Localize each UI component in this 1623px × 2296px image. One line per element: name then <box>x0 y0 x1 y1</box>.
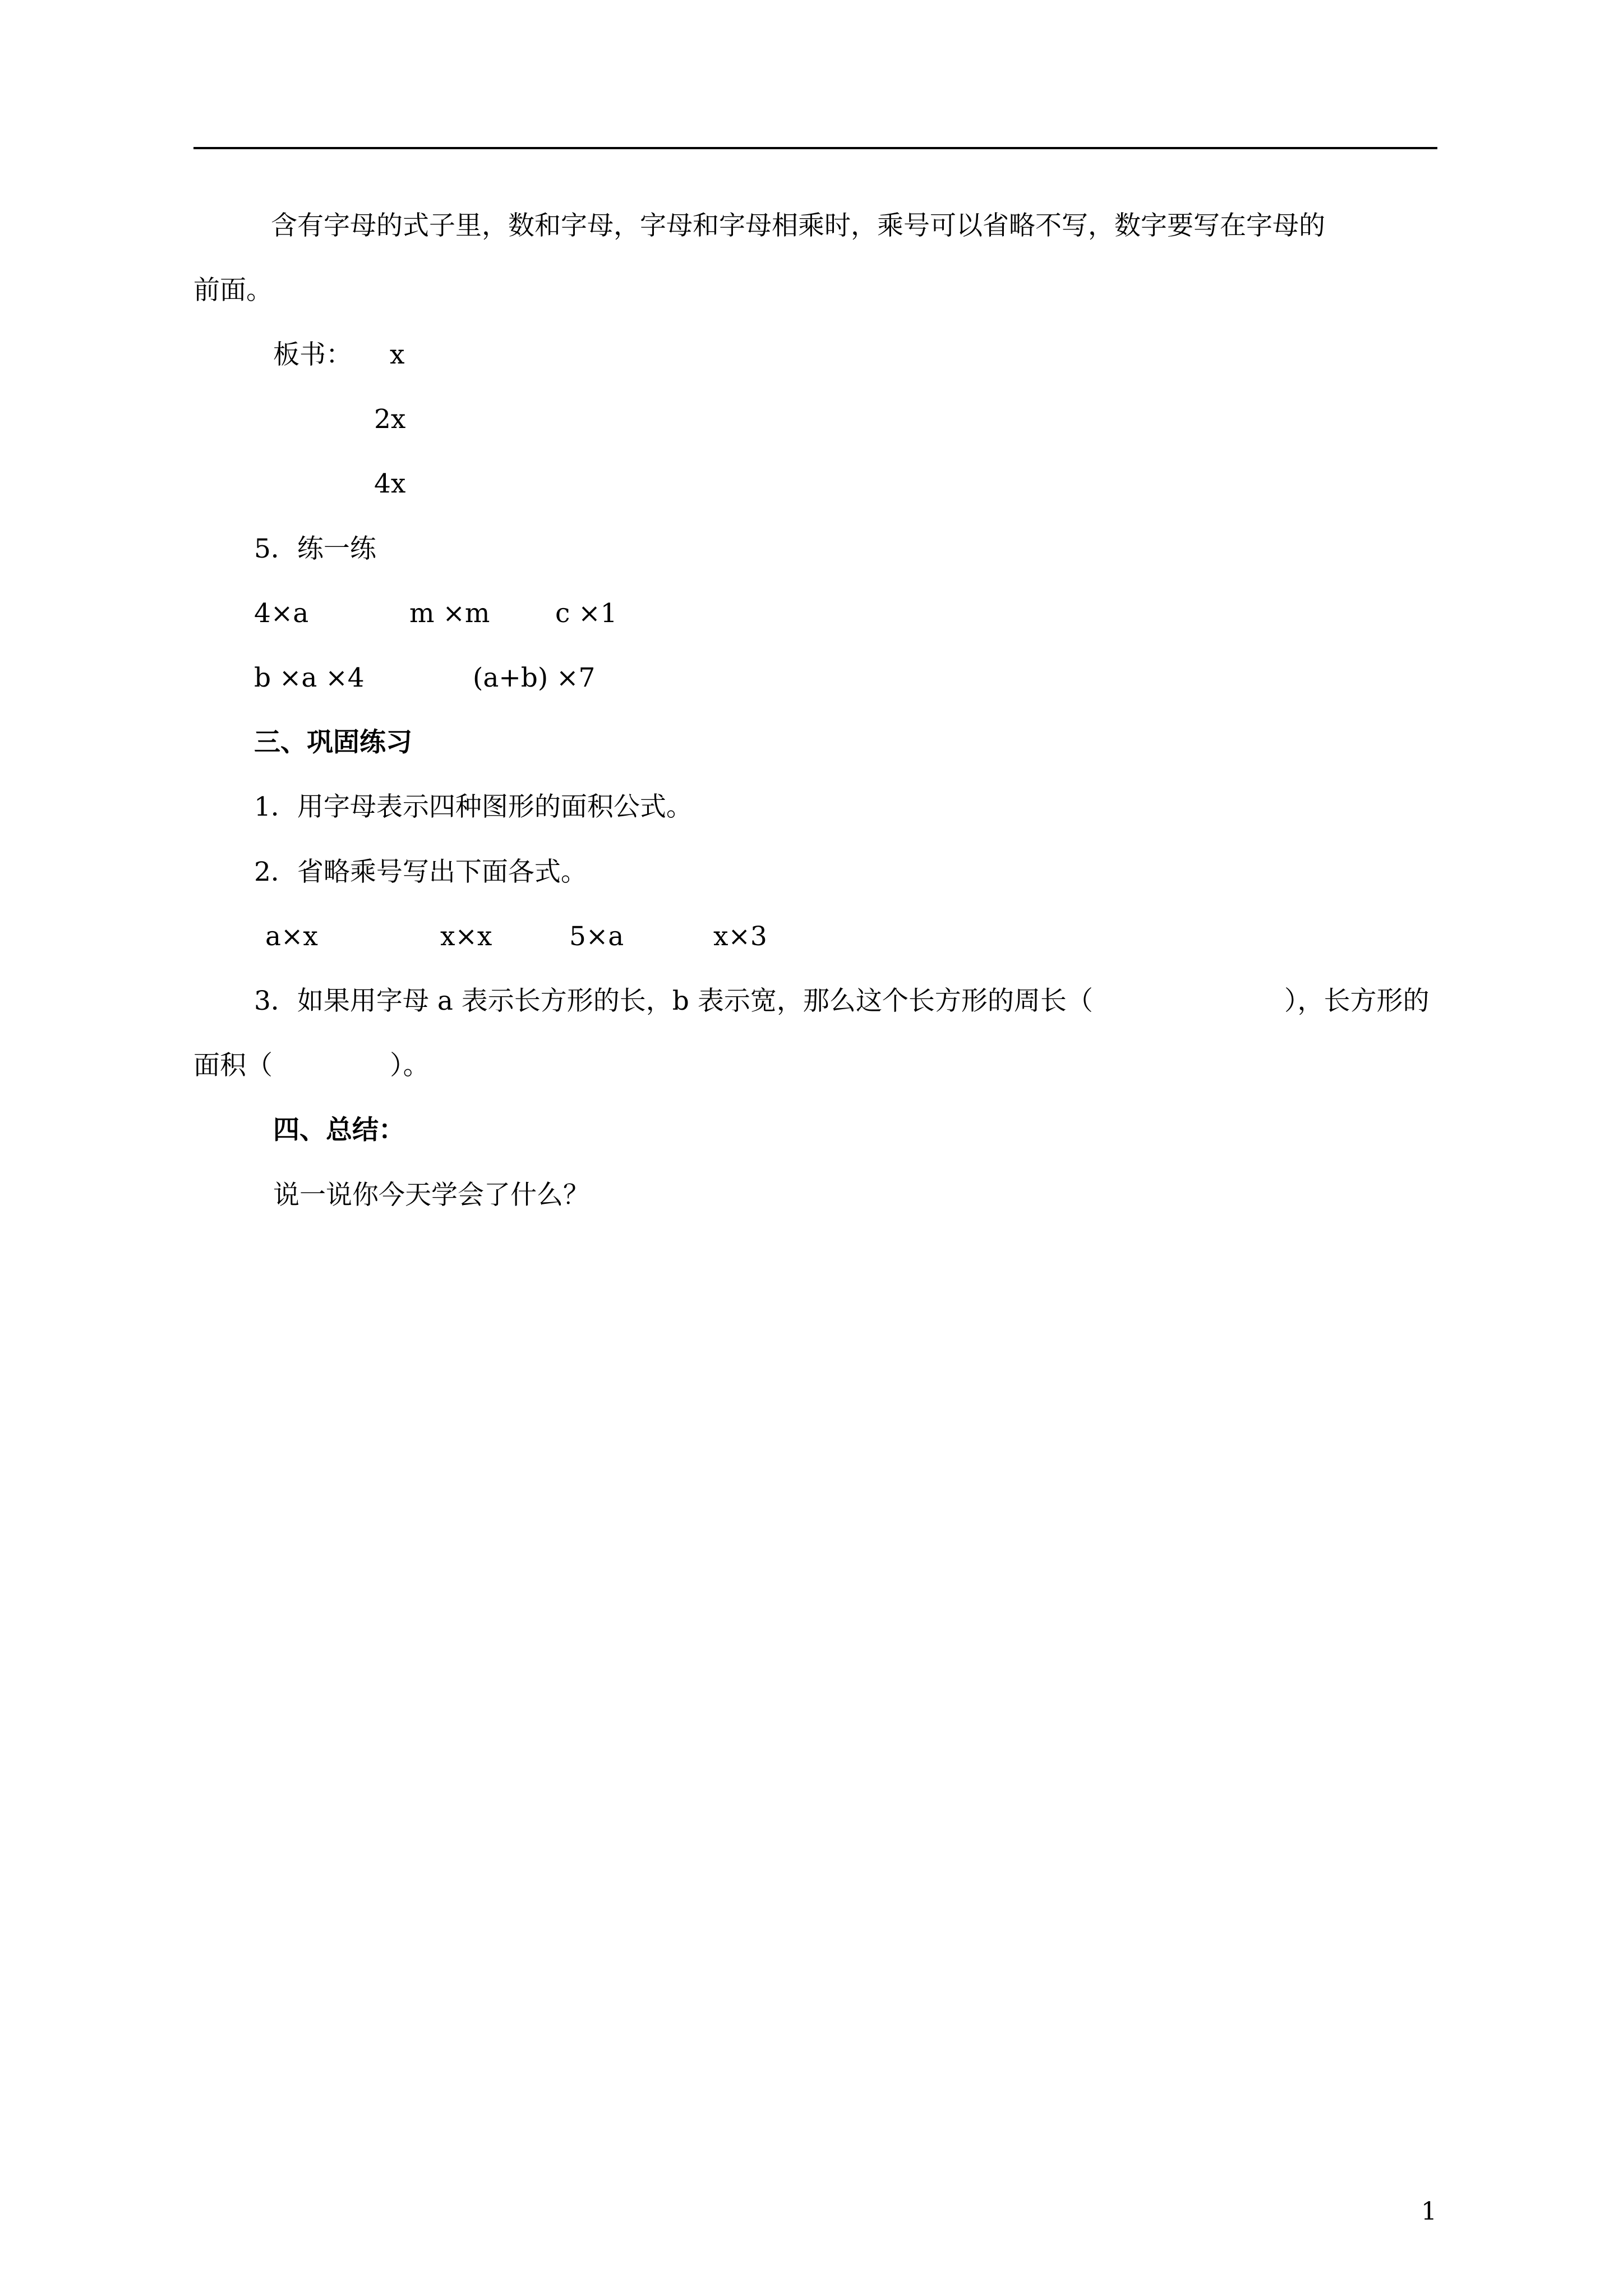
paragraph-line-1: 含有字母的式子里，数和字母，字母和字母相乘时，乘号可以省略不写，数字要写在字母的 <box>271 210 1325 241</box>
blackboard-item-4x: 4x <box>374 468 406 499</box>
header-rule <box>193 147 1437 149</box>
section3-heading: 三、巩固练习 <box>254 727 412 758</box>
page-number: 1 <box>1421 2197 1437 2226</box>
practice-item-bxax4: b ×a ×4 <box>254 662 365 693</box>
question-3-line-2: 面积（ ）。 <box>193 1050 430 1081</box>
blackboard-item-x: x <box>390 339 405 370</box>
question-1: 1．用字母表示四种图形的面积公式。 <box>254 792 693 822</box>
section4-heading: 四、总结： <box>273 1115 405 1145</box>
practice-item-apbx7: (a+b) ×7 <box>473 662 596 693</box>
question-2-item-5xa: 5×a <box>569 921 624 952</box>
blackboard-label: 板书： <box>273 339 352 370</box>
practice-item-mxm: m ×m <box>409 598 490 629</box>
paragraph-line-2: 前面。 <box>193 275 273 306</box>
question-3-line-1-end: ），长方形的 <box>1284 986 1430 1016</box>
question-3-line-1: 3．如果用字母 a 表示长方形的长，b 表示宽，那么这个长方形的周长（ <box>254 986 1093 1016</box>
practice-item-4xa: 4×a <box>254 598 309 629</box>
question-2-item-xxx: x×x <box>440 921 492 952</box>
practice-item-cx1: c ×1 <box>555 598 617 629</box>
question-2-item-axx: a×x <box>265 921 318 952</box>
question-2-item-xx3: x×3 <box>713 921 767 952</box>
blackboard-item-2x: 2x <box>374 404 406 435</box>
practice-title: 5．练一练 <box>254 533 376 564</box>
summary-prompt: 说一说你今天学会了什么？ <box>273 1180 589 1211</box>
question-2: 2．省略乘号写出下面各式。 <box>254 857 587 887</box>
